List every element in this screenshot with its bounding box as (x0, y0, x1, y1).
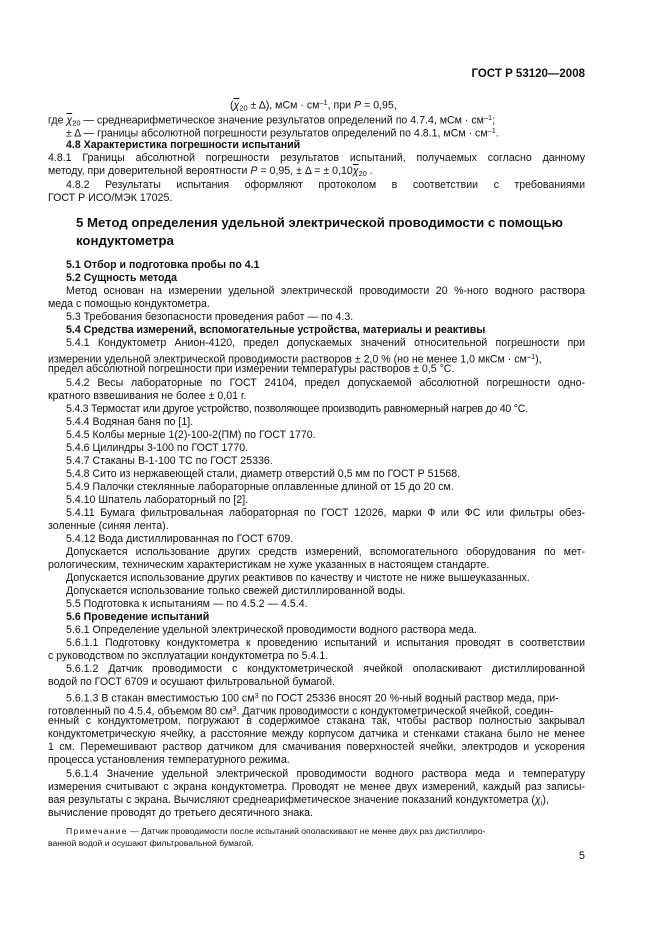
note-text: — Датчик проводимости после испытаний ополаскивают не менее двух раз дистиллиро- (127, 826, 486, 836)
paragraph-line: кондуктометрическую ячейку, а расстояние между корпусом датчика и стенками стакана было не менее (48, 728, 585, 740)
para-text: = 0,95, ± Δ = ± 0,10 (257, 165, 353, 177)
para-text: вая результаты с экрана. Вычисляют среднеарифметическое значение показаний кондуктометра ( (48, 794, 535, 806)
paragraph-line: измерения считывают с экрана кондуктометра. Проводят не менее двух измерений, каждый раз записы- (48, 781, 585, 793)
formula-p: P (250, 165, 258, 177)
para-4-8-1-line (48, 165, 373, 180)
formula-value: = 0,95, (361, 99, 397, 112)
where-end: ; (492, 114, 496, 127)
paragraph-line: 5.5 Подготовка к испытаниям — по 4.5.2 — 4.5.4. (66, 598, 308, 610)
formula-tail: , при (327, 99, 355, 112)
para-text: . (366, 165, 373, 177)
exponent: –1 (526, 352, 536, 361)
para-text: методу, при доверительной вероятности (48, 165, 251, 177)
where-prefix: где (48, 114, 67, 127)
note-line: ванной водой и осушают фильтровальной бумагой. (48, 838, 254, 848)
paragraph-line: Допускается использование только свежей дистиллированной воды. (66, 585, 406, 597)
paragraph-line: 5.4.7 Стаканы В-1-100 ТС по ГОСТ 25336. (66, 455, 273, 467)
page-number: 5 (578, 850, 585, 862)
paragraph-line: 5.4.6 Цилиндры 3-100 по ГОСТ 1770. (66, 442, 249, 454)
subsection-title: 5.2 Сущность метода (66, 272, 178, 284)
paragraph-line: 5.4.9 Палочки стеклянные лабораторные оплавленные длиной от 15 до 20 см. (66, 481, 454, 493)
chi-subscript: i (540, 798, 543, 808)
para-text: измерении удельной электрической проводимости растворов ± 2,0 % (но не менее 1,0 мкСм · см (48, 353, 527, 366)
para-4-8-2-line: 4.8.2 Результаты испытания оформляют протоколом в соответствии с требованиями (66, 179, 585, 191)
section-4-8-title: 4.8 Характеристика погрешности испытаний (66, 139, 301, 151)
chi-subscript: 20 (72, 118, 81, 128)
section-5-title: 5 Метод определения удельной электрической проводимости с помощью (76, 215, 563, 230)
paragraph-line: меда с помощью кондуктометра. (48, 298, 210, 310)
paragraph-line: 5.6.1.4 Значение удельной электрической проводимости водного раствора меда и температуру (66, 768, 585, 780)
paragraph-line: 5.4.8 Сито из нержавеющей стали, диаметр отверстий 0,5 мм по ГОСТ Р 51568. (66, 468, 461, 480)
paragraph-line: с руководством по эксплуатации кондуктометра по 5.4.1. (48, 650, 329, 662)
paragraph-line: водой по ГОСТ 6709 и осушают фильтровальной бумагой. (48, 676, 335, 688)
where-end: . (495, 127, 499, 140)
section-5-title: кондуктометра (76, 233, 174, 248)
paragraph-line: 5.4.11 Бумага фильтровальная лабораторная по ГОСТ 12026, марки Ф или ФС или фильтры обез- (66, 507, 585, 519)
chi-subscript: 20 (239, 103, 248, 113)
para-text: готовленный по 4.5.4, объемом 80 см (48, 705, 233, 718)
paragraph-line: 5.4.4 Водяная баня по [1]. (66, 416, 194, 428)
where-text: — среднеарифметическое значение результатов определений по 4.7.4, мСм · см (80, 114, 484, 127)
chi-symbol: χ (534, 794, 541, 806)
chi-symbol: $\overline{\chi}$ (233, 99, 240, 112)
paragraph-line: 5.3 Требования безопасности проведения работ — по 4.3. (66, 311, 354, 323)
paragraph-line: Допускается использование других средств измерений, вспомогательного оборудования по мет- (66, 546, 585, 558)
paragraph-line: кратного взвешивания не более ± 0,01 г. (48, 390, 247, 402)
para-text: по ГОСТ 25336 вносят 20 %-ный водный раствор меда, при- (258, 692, 559, 705)
chi-symbol: $\overline{\chi}$ (66, 114, 73, 127)
para-text: . Датчик проводимости с кондуктометрической ячейкой, соедин- (236, 705, 554, 718)
paragraph-line: 5.4.5 Колбы мерные 1(2)-100-2(ПМ) по ГОСТ 1770. (66, 429, 316, 441)
paragraph-line: енный с кондуктометром, погружают в содержимое стакана так, чтобы раствор полностью закрывал (48, 715, 585, 727)
para-4-8-1-line: 4.8.1 Границы абсолютной погрешности результатов испытаний, получаемых согласно данному (48, 152, 585, 164)
formula-exponent: –1 (319, 98, 328, 107)
chi-symbol: $\overline{\chi}$ (352, 165, 359, 177)
paragraph-line: 5.4.3 Термостат или другое устройство, позволяющее производить равномерный нагрев до 40 °С. (66, 403, 528, 415)
note-label: Примечание (66, 826, 128, 836)
paragraph-line: золенные (синяя лента). (48, 520, 169, 532)
exponent: 3 (232, 704, 237, 713)
paragraph-line: предел абсолютной погрешности при измерении температуры растворов ± 0,5 °С. (48, 363, 455, 375)
chi-subscript: 20 (358, 169, 367, 179)
paragraph-line: вычисление проводят до третьего десятичного знака. (48, 807, 313, 819)
paragraph-line: 5.6.1.2 Датчик проводимости с кондуктометрической ячейкой ополаскивают дистиллированной (66, 663, 585, 675)
paragraph-line: 1 см. Перемешивают раствор датчиком для смачивания поверхностей ячейки, электродов и ускорения (48, 741, 585, 753)
paragraph-line: 5.4.2 Весы лабораторные по ГОСТ 24104, предел допускаемой абсолютной погрешности одно- (66, 377, 585, 389)
subsection-title: 5.4 Средства измерений, вспомогательные устройства, материалы и реактивы (66, 324, 486, 336)
paragraph-line: процесса установления температурного режима. (48, 754, 290, 766)
paragraph-line: 5.4.10 Шпатель лабораторный по [2]. (66, 494, 249, 506)
paragraph-line: Метод основан на измерении удельной электрической проводимости 20 %-ного водного раствора (66, 285, 585, 297)
exponent: 3 (254, 691, 259, 700)
para-text: ), (535, 353, 542, 366)
paragraph-line: 5.6.1.1 Подготовку кондуктометра к проведению испытаний и испытания проводят в соответствии (66, 637, 585, 649)
subsection-title: 5.6 Проведение испытаний (66, 611, 210, 623)
paragraph-line: рологическим, техническим характеристикам не хуже указанных в настоящем стандарте. (48, 559, 490, 571)
where-exponent: –1 (483, 113, 493, 122)
formula-p: P (354, 99, 362, 112)
where-text: ± Δ — границы абсолютной погрешности результатов определений по 4.8.1, мСм · см (66, 127, 488, 140)
para-text: 5.6.1.3 В стакан вместимостью 100 см (66, 692, 255, 705)
where-line-2 (66, 124, 499, 140)
paragraph-line: 5.4.12 Вода дистиллированная по ГОСТ 6709. (66, 533, 294, 545)
subsection-title: 5.1 Отбор и подготовка пробы по 4.1 (66, 259, 260, 271)
paragraph-line: Допускается использование других реактивов по качеству и чистоте не ниже вышеуказанных. (66, 572, 530, 584)
standard-header: ГОСТ Р 53120—2008 (471, 68, 585, 80)
paragraph-line: 5.6.1 Определение удельной электрической проводимости водного раствора меда. (66, 624, 477, 636)
para-4-8-2-line: ГОСТ Р ИСО/МЭК 17025. (48, 192, 173, 204)
formula-mid: ± Δ), мСм · см (247, 99, 320, 112)
paragraph-line: 5.4.1 Кондуктометр Анион-4120, предел допускаемых значений относительной погрешности при (66, 337, 585, 349)
formula-open: ( (230, 99, 234, 112)
where-exponent: –1 (487, 126, 496, 135)
para-text: ), (542, 794, 549, 806)
